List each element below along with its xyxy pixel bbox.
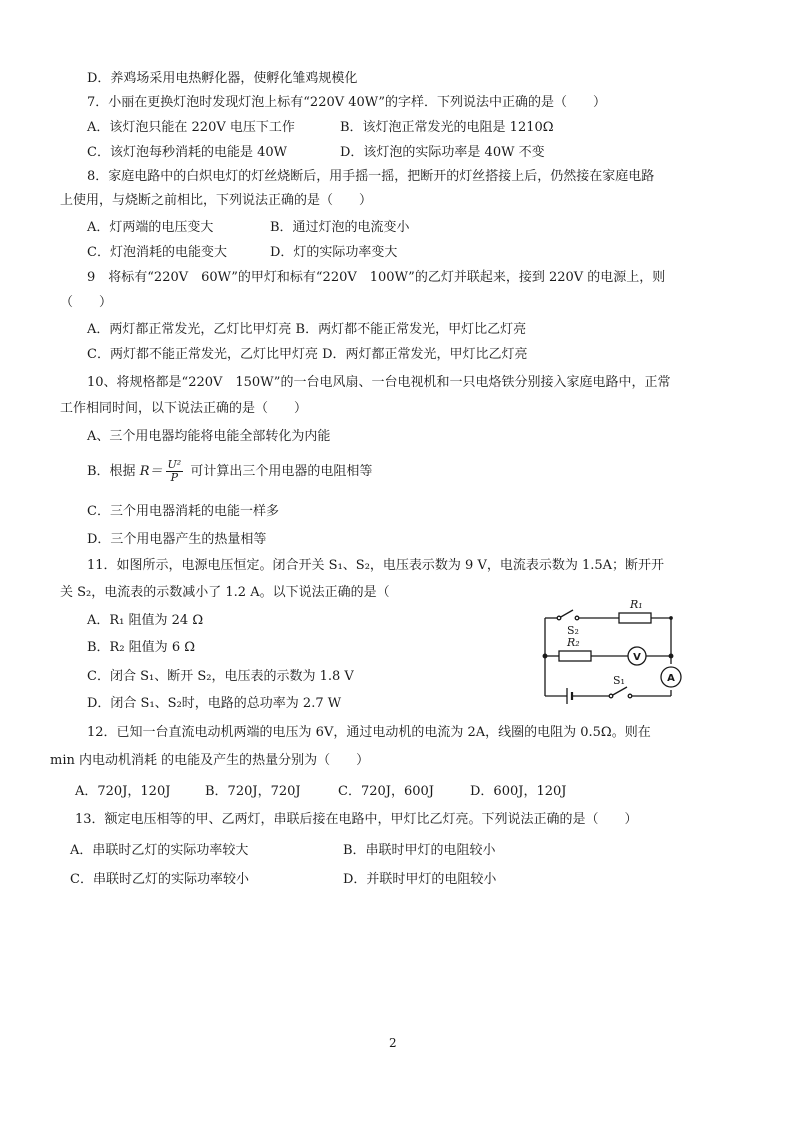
voltmeter-label: V [633, 652, 641, 663]
formula-fraction [166, 459, 184, 484]
s1-label: S₁ [613, 674, 625, 687]
q11-option-d: D．闭合 S₁、S₂时，电路的总功率为 2.7 W [87, 696, 342, 711]
r1-label: R₁ [630, 598, 643, 611]
q11-stem-line2: 关 S₂，电流表的示数减小了 1.2 A。以下说法正确的是（ [60, 585, 390, 600]
q9-options-cd: C．两灯都不能正常发光，乙灯比甲灯亮 D．两灯都正常发光，甲灯比乙灯亮 [87, 347, 528, 362]
q8-option-b: B．通过灯泡的电流变小 [270, 220, 410, 235]
q12-option-b: B．720J，720J [205, 784, 301, 799]
q10-option-a: A、三个用电器均能将电能全部转化为内能 [87, 429, 331, 444]
q8-option-c: C．灯泡消耗的电能变大 [87, 245, 227, 260]
q7-option-c: C．该灯泡每秒消耗的电能是 40W [87, 145, 287, 160]
ammeter-label: A [667, 673, 675, 684]
q13-option-a: A．串联时乙灯的实际功率较大 [70, 843, 249, 858]
q10-option-b [87, 458, 372, 486]
resistor-r2 [559, 651, 591, 661]
q10-option-b-prefix: B．根据 [87, 464, 136, 479]
q11-stem-line1: 11．如图所示，电源电压恒定。闭合开关 S₁、S₂，电压表示数为 9 V，电流表示数为 1.5A；断开开 [87, 558, 665, 573]
q12-option-d: D．600J，120J [470, 784, 567, 799]
q6-option-d: D．养鸡场采用电热孵化器，使孵化雏鸡规模化 [87, 71, 358, 86]
resistor-r1 [619, 613, 651, 623]
q8-option-a: A．灯两端的电压变大 [87, 220, 214, 235]
q10-option-c: C．三个用电器消耗的电能一样多 [87, 504, 279, 519]
s2-label: S₂ [567, 624, 579, 637]
q12-stem-line2: min 内电动机消耗 的电能及产生的热量分别为（ ） [50, 753, 370, 768]
q13-option-d: D．并联时甲灯的电阻较小 [343, 872, 497, 887]
q7-option-a: A．该灯泡只能在 220V 电压下工作 [87, 120, 295, 135]
formula-r: R＝ [139, 464, 163, 479]
q8-stem-line2: 上使用，与烧断之前相比，下列说法正确的是（ ） [60, 193, 373, 208]
q11-option-b: B．R₂ 阻值为 6 Ω [87, 640, 195, 655]
q13-stem: 13．额定电压相等的甲、乙两灯，串联后接在电路中，甲灯比乙灯亮。下列说法正确的是（ ） [75, 812, 638, 827]
q9-options-ab: A．两灯都正常发光，乙灯比甲灯亮 B．两灯都不能正常发光，甲灯比乙灯亮 [87, 322, 527, 337]
q12-stem-line1: 12．已知一台直流电动机两端的电压为 6V，通过电动机的电流为 2A，线圈的电阻为 0.5Ω。则在 [87, 725, 651, 740]
q10-stem-line2: 工作相同时间，以下说法正确的是（ ） [60, 401, 308, 416]
switch-s1 [611, 687, 627, 696]
circuit-diagram [537, 598, 685, 708]
q7-option-d: D．该灯泡的实际功率是 40W 不变 [340, 145, 545, 160]
q11-option-a: A．R₁ 阻值为 24 Ω [87, 613, 204, 628]
q9-stem-line1: 9 将标有“220V 60W”的甲灯和标有“220V 100W”的乙灯并联起来，接到 220V 的电源上，则 [87, 270, 666, 285]
formula-numerator: U² [167, 458, 182, 471]
q10-stem-line1: 10、将规格都是“220V 150W”的一台电风扇、一台电视机和一只电烙铁分别接入家庭电路中，正常 [87, 375, 671, 390]
q12-option-a: A．720J，120J [75, 784, 171, 799]
q11-option-c: C．闭合 S₁、断开 S₂，电压表的示数为 1.8 V [87, 669, 354, 684]
q7-stem: 7．小丽在更换灯泡时发现灯泡上标有“220V 40W”的字样．下列说法中正确的是（ ） [87, 95, 607, 110]
q10-option-b-suffix: 可计算出三个用电器的电阻相等 [190, 464, 373, 479]
q8-option-d: D．灯的实际功率变大 [270, 245, 398, 260]
q13-option-c: C．串联时乙灯的实际功率较小 [70, 872, 249, 887]
q9-stem-line2: （ ） [60, 295, 113, 310]
q12-option-c: C．720J，600J [338, 784, 434, 799]
q13-option-b: B．串联时甲灯的电阻较小 [343, 843, 496, 858]
q7-option-b: B．该灯泡正常发光的电阻是 1210Ω [340, 120, 554, 135]
r2-label: R₂ [567, 636, 580, 649]
q10-option-d: D．三个用电器产生的热量相等 [87, 532, 267, 547]
page-number: 2 [389, 1036, 397, 1050]
q8-stem-line1: 8．家庭电路中的白炽电灯的灯丝烧断后，用手摇一摇，把断开的灯丝搭接上后，仍然接在家庭电路 [87, 169, 655, 184]
formula-denominator: P [170, 471, 179, 484]
